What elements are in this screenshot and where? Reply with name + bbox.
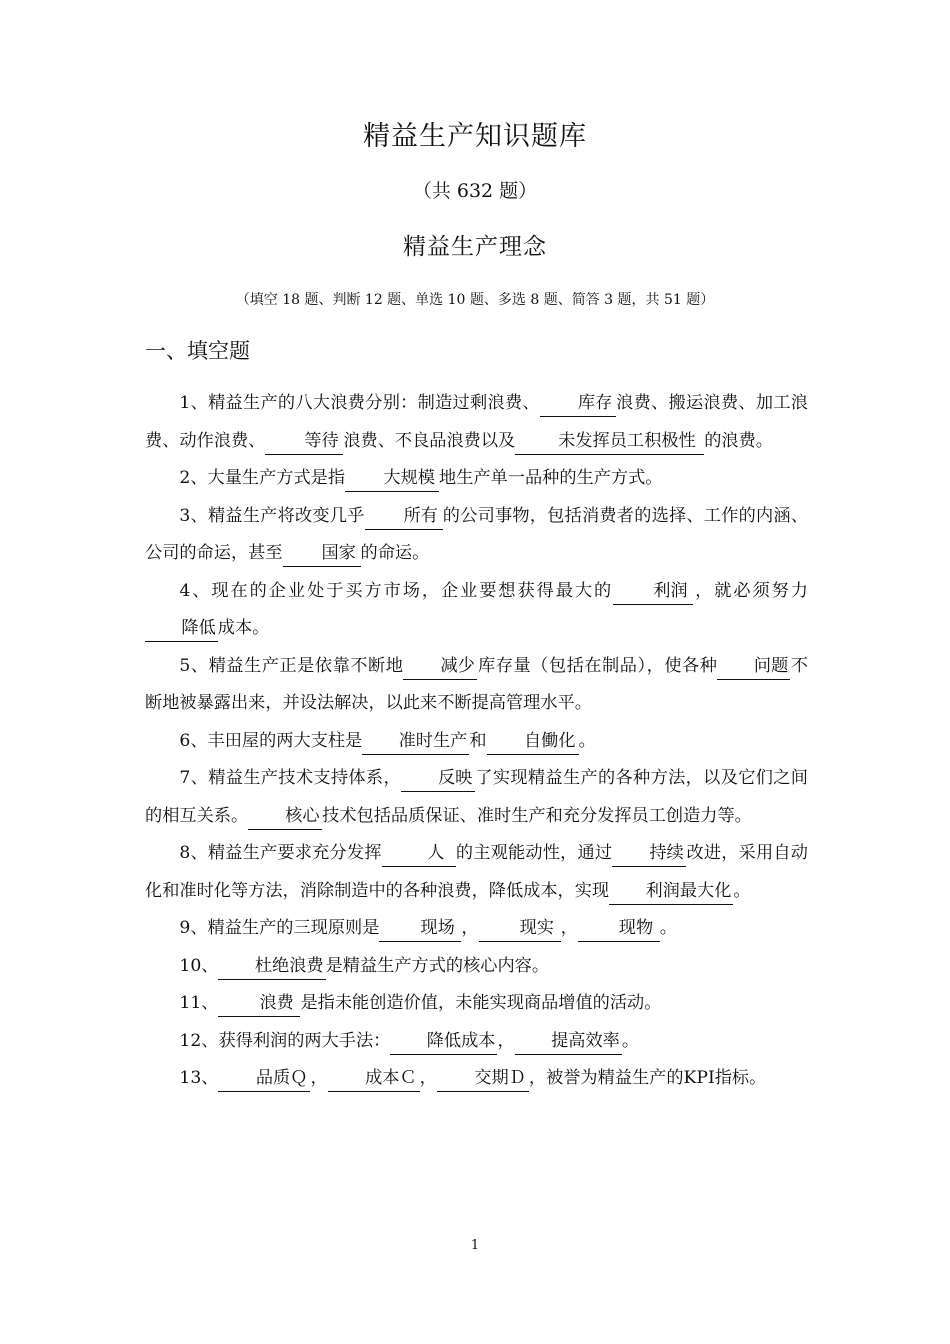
answer-blank: 成本Ｃ	[328, 1065, 420, 1092]
text: 。	[659, 918, 677, 938]
section-heading: 一、填空题	[145, 339, 250, 363]
text: 1、精益生产的八大浪费分别：制造过剩浪费、	[179, 393, 540, 413]
text: 是指未能创造价值，未能实现商品增值的活动。	[300, 993, 662, 1013]
question-6	[145, 723, 808, 761]
question-9	[145, 910, 808, 948]
question-count: （共 632 题）	[412, 180, 538, 202]
text: 改进，采用自动化和准时化等方法，消除制造中的各种浪费，降低成本，实现	[145, 843, 808, 901]
question-7	[145, 760, 808, 835]
text: 8、精益生产要求充分发挥	[179, 843, 382, 863]
answer-blank: 降低	[145, 615, 218, 642]
text: 地生产单一品种的生产方式。	[439, 468, 663, 488]
answer-blank: 交期Ｄ	[437, 1065, 529, 1092]
text: ，	[461, 918, 479, 938]
text: 库存量（包括在制品），使各种	[477, 655, 718, 676]
text: ，被誉为精益生产的KPI指标。	[528, 1068, 767, 1088]
answer-blank: 大规模	[345, 465, 439, 492]
text: 浪费、搬运浪费、加工浪费、动作浪费、	[145, 393, 808, 451]
answer-blank: 核心	[248, 803, 322, 830]
document-title: 精益生产知识题库	[363, 121, 587, 152]
page-number: 1	[470, 1238, 480, 1253]
text: ，就必须努力	[693, 580, 808, 601]
text: ，	[560, 918, 578, 938]
question-1	[145, 385, 808, 460]
answer-blank: 自働化	[487, 728, 579, 755]
text: 2、大量生产方式是指	[179, 468, 346, 488]
answer-blank: 浪费	[218, 990, 300, 1017]
text: 5、精益生产正是依靠不断地	[179, 655, 404, 676]
question-13	[145, 1060, 808, 1098]
text: 。	[733, 880, 751, 901]
answer-blank: 未发挥员工积极性	[515, 428, 704, 455]
text: 成本。	[217, 618, 270, 638]
chapter-summary: （填空 18 题、判断 12 题、单选 10 题、多选 8 题、简答 3 题，共 51 题）	[235, 292, 715, 308]
text: 7、精益生产技术支持体系，	[179, 768, 401, 788]
question-5	[145, 648, 808, 723]
answer-blank: 等待	[265, 428, 343, 455]
answer-blank: 现场	[379, 915, 461, 942]
answer-blank: 杜绝浪费	[218, 953, 325, 980]
text: 是精益生产方式的核心内容。	[325, 955, 550, 976]
answer-blank: 库存	[540, 390, 616, 417]
text: ，	[497, 1030, 515, 1051]
text: 。	[621, 1030, 640, 1051]
answer-blank: 反映	[401, 765, 475, 792]
text: 4、现在的企业处于买方市场，企业要想获得最大的	[179, 580, 614, 601]
answer-blank: 提高效率	[515, 1028, 622, 1055]
text: 和	[469, 730, 487, 751]
question-11	[145, 985, 808, 1023]
question-2	[145, 460, 808, 498]
text: 13、	[179, 1068, 219, 1088]
answer-blank: 降低成本	[390, 1028, 497, 1055]
text: 10、	[179, 955, 219, 976]
text: 的命运。	[360, 543, 430, 563]
question-12	[145, 1023, 808, 1061]
text: 12、获得利润的两大手法：	[179, 1030, 391, 1051]
text: 不断地被暴露出来，并设法解决，以此来不断提高管理水平。	[145, 655, 808, 713]
question-4	[145, 573, 808, 648]
answer-blank: 现物	[578, 915, 660, 942]
text: 的主观能动性，通过	[455, 843, 613, 863]
answer-blank: 准时生产	[362, 728, 469, 755]
text: 。	[578, 730, 596, 751]
question-3	[145, 498, 808, 573]
text: ，	[419, 1068, 437, 1088]
text: 的浪费。	[704, 430, 773, 451]
chapter-title: 精益生产理念	[403, 234, 547, 260]
text: 的公司事物，包括消费者的选择、工作的内涵、公司的命运，甚至	[145, 505, 808, 563]
answer-blank: 所有	[365, 503, 443, 530]
answer-blank: 人	[382, 840, 456, 867]
text: 3、精益生产将改变几乎	[179, 505, 365, 526]
text: 9、精益生产的三现原则是	[179, 918, 380, 938]
question-list	[145, 385, 808, 1098]
text: 11、	[179, 993, 219, 1013]
answer-blank: 减少	[403, 653, 477, 680]
question-8	[145, 835, 808, 910]
answer-blank: 现实	[479, 915, 561, 942]
text: 技术包括品质保证、准时生产和充分发挥员工创造力等。	[322, 805, 752, 826]
answer-blank: 品质Ｑ	[218, 1065, 310, 1092]
text: 了实现精益生产的各种方法，以及它们之间的相互关系。	[145, 768, 808, 826]
question-10	[145, 948, 808, 986]
text: 浪费、不良品浪费以及	[343, 430, 516, 451]
answer-blank: 利润	[613, 578, 693, 605]
text: 6、丰田屋的两大支柱是	[179, 730, 363, 751]
answer-blank: 持续	[612, 840, 686, 867]
answer-blank: 利润最大化	[609, 878, 733, 905]
text: ，	[310, 1068, 328, 1088]
answer-blank: 国家	[283, 540, 361, 567]
answer-blank: 问题	[717, 653, 790, 680]
